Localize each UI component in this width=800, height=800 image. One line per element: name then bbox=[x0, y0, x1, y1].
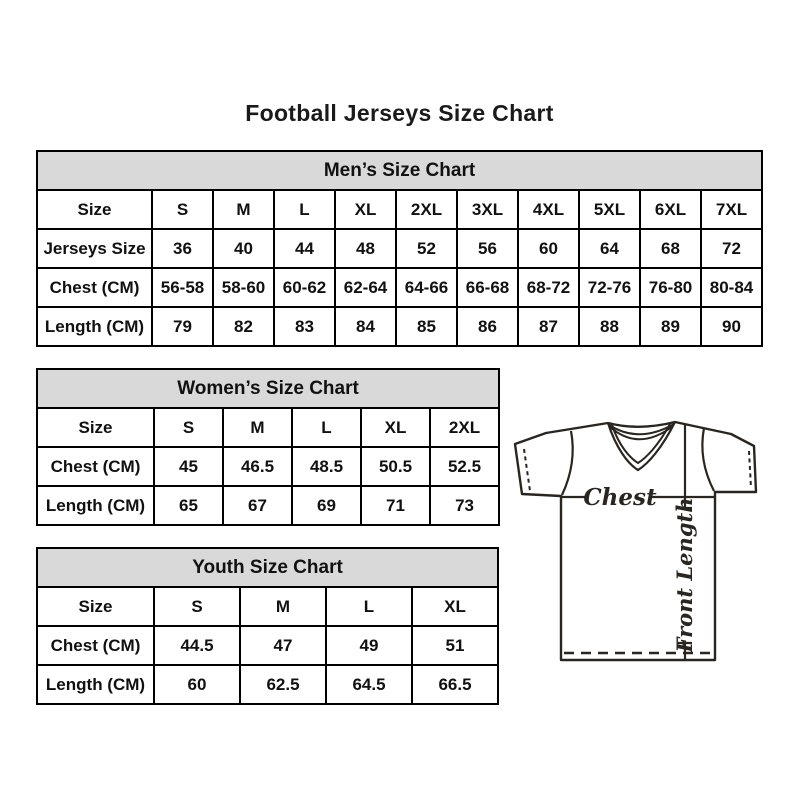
data-cell: 80-84 bbox=[701, 268, 762, 307]
data-cell: 48 bbox=[335, 229, 396, 268]
data-cell: 62.5 bbox=[240, 665, 326, 704]
row-header-cell: Size bbox=[37, 587, 154, 626]
data-cell: 69 bbox=[292, 486, 361, 525]
data-cell: 45 bbox=[154, 447, 223, 486]
data-cell: 87 bbox=[518, 307, 579, 346]
data-cell: 48.5 bbox=[292, 447, 361, 486]
column-header-cell: 2XL bbox=[396, 190, 457, 229]
column-header-cell: L bbox=[292, 408, 361, 447]
data-cell: 40 bbox=[213, 229, 274, 268]
table-title: Women’s Size Chart bbox=[37, 369, 499, 408]
column-header-cell: 7XL bbox=[701, 190, 762, 229]
collar-band-line bbox=[610, 426, 673, 439]
data-cell: 65 bbox=[154, 486, 223, 525]
data-cell: 60-62 bbox=[274, 268, 335, 307]
row-header-cell: Chest (CM) bbox=[37, 447, 154, 486]
data-cell: 64 bbox=[579, 229, 640, 268]
row-header-cell: Size bbox=[37, 190, 152, 229]
data-cell: 76-80 bbox=[640, 268, 701, 307]
column-header-cell: S bbox=[154, 587, 240, 626]
column-header-cell: 4XL bbox=[518, 190, 579, 229]
front-length-label: Front Length bbox=[672, 497, 697, 653]
jersey-outline bbox=[515, 422, 756, 660]
data-cell: 72 bbox=[701, 229, 762, 268]
data-cell: 67 bbox=[223, 486, 292, 525]
data-cell: 82 bbox=[213, 307, 274, 346]
data-cell: 90 bbox=[701, 307, 762, 346]
data-cell: 72-76 bbox=[579, 268, 640, 307]
data-cell: 60 bbox=[154, 665, 240, 704]
data-cell: 68-72 bbox=[518, 268, 579, 307]
data-cell: 86 bbox=[457, 307, 518, 346]
data-cell: 73 bbox=[430, 486, 499, 525]
table-title: Men’s Size Chart bbox=[37, 151, 762, 190]
sleeve-seam-right bbox=[702, 428, 714, 491]
sleeve-cuff-dash-left bbox=[524, 449, 530, 491]
column-header-cell: 3XL bbox=[457, 190, 518, 229]
row-header-cell: Size bbox=[37, 408, 154, 447]
youth-size-table bbox=[36, 547, 499, 705]
sleeve-cuff-dash-right bbox=[749, 451, 751, 488]
row-header-cell: Jerseys Size bbox=[37, 229, 152, 268]
data-cell: 62-64 bbox=[335, 268, 396, 307]
data-cell: 51 bbox=[412, 626, 498, 665]
data-cell: 66.5 bbox=[412, 665, 498, 704]
data-cell: 71 bbox=[361, 486, 430, 525]
row-header-cell: Length (CM) bbox=[37, 486, 154, 525]
mens-size-table bbox=[36, 150, 763, 347]
data-cell: 66-68 bbox=[457, 268, 518, 307]
data-cell: 85 bbox=[396, 307, 457, 346]
column-header-cell: 5XL bbox=[579, 190, 640, 229]
data-cell: 49 bbox=[326, 626, 412, 665]
chest-label: Chest bbox=[583, 484, 657, 511]
data-cell: 79 bbox=[152, 307, 213, 346]
data-cell: 58-60 bbox=[213, 268, 274, 307]
column-header-cell: XL bbox=[361, 408, 430, 447]
data-cell: 64.5 bbox=[326, 665, 412, 704]
data-cell: 88 bbox=[579, 307, 640, 346]
column-header-cell: S bbox=[152, 190, 213, 229]
jersey-measurement-diagram bbox=[498, 408, 764, 670]
column-header-cell: S bbox=[154, 408, 223, 447]
row-header-cell: Chest (CM) bbox=[37, 268, 152, 307]
data-cell: 50.5 bbox=[361, 447, 430, 486]
data-cell: 84 bbox=[335, 307, 396, 346]
data-cell: 60 bbox=[518, 229, 579, 268]
data-cell: 47 bbox=[240, 626, 326, 665]
data-cell: 36 bbox=[152, 229, 213, 268]
column-header-cell: XL bbox=[335, 190, 396, 229]
data-cell: 64-66 bbox=[396, 268, 457, 307]
data-cell: 52.5 bbox=[430, 447, 499, 486]
column-header-cell: M bbox=[213, 190, 274, 229]
table-title: Youth Size Chart bbox=[37, 548, 498, 587]
data-cell: 83 bbox=[274, 307, 335, 346]
data-cell: 52 bbox=[396, 229, 457, 268]
column-header-cell: M bbox=[240, 587, 326, 626]
column-header-cell: XL bbox=[412, 587, 498, 626]
column-header-cell: M bbox=[223, 408, 292, 447]
row-header-cell: Length (CM) bbox=[37, 307, 152, 346]
column-header-cell: 2XL bbox=[430, 408, 499, 447]
page-title: Football Jerseys Size Chart bbox=[245, 100, 554, 126]
data-cell: 68 bbox=[640, 229, 701, 268]
data-cell: 89 bbox=[640, 307, 701, 346]
row-header-cell: Chest (CM) bbox=[37, 626, 154, 665]
womens-size-table bbox=[36, 368, 500, 526]
data-cell: 44 bbox=[274, 229, 335, 268]
sleeve-seam-left bbox=[562, 431, 573, 495]
column-header-cell: L bbox=[274, 190, 335, 229]
data-cell: 44.5 bbox=[154, 626, 240, 665]
data-cell: 56 bbox=[457, 229, 518, 268]
column-header-cell: 6XL bbox=[640, 190, 701, 229]
data-cell: 56-58 bbox=[152, 268, 213, 307]
data-cell: 46.5 bbox=[223, 447, 292, 486]
column-header-cell: L bbox=[326, 587, 412, 626]
row-header-cell: Length (CM) bbox=[37, 665, 154, 704]
